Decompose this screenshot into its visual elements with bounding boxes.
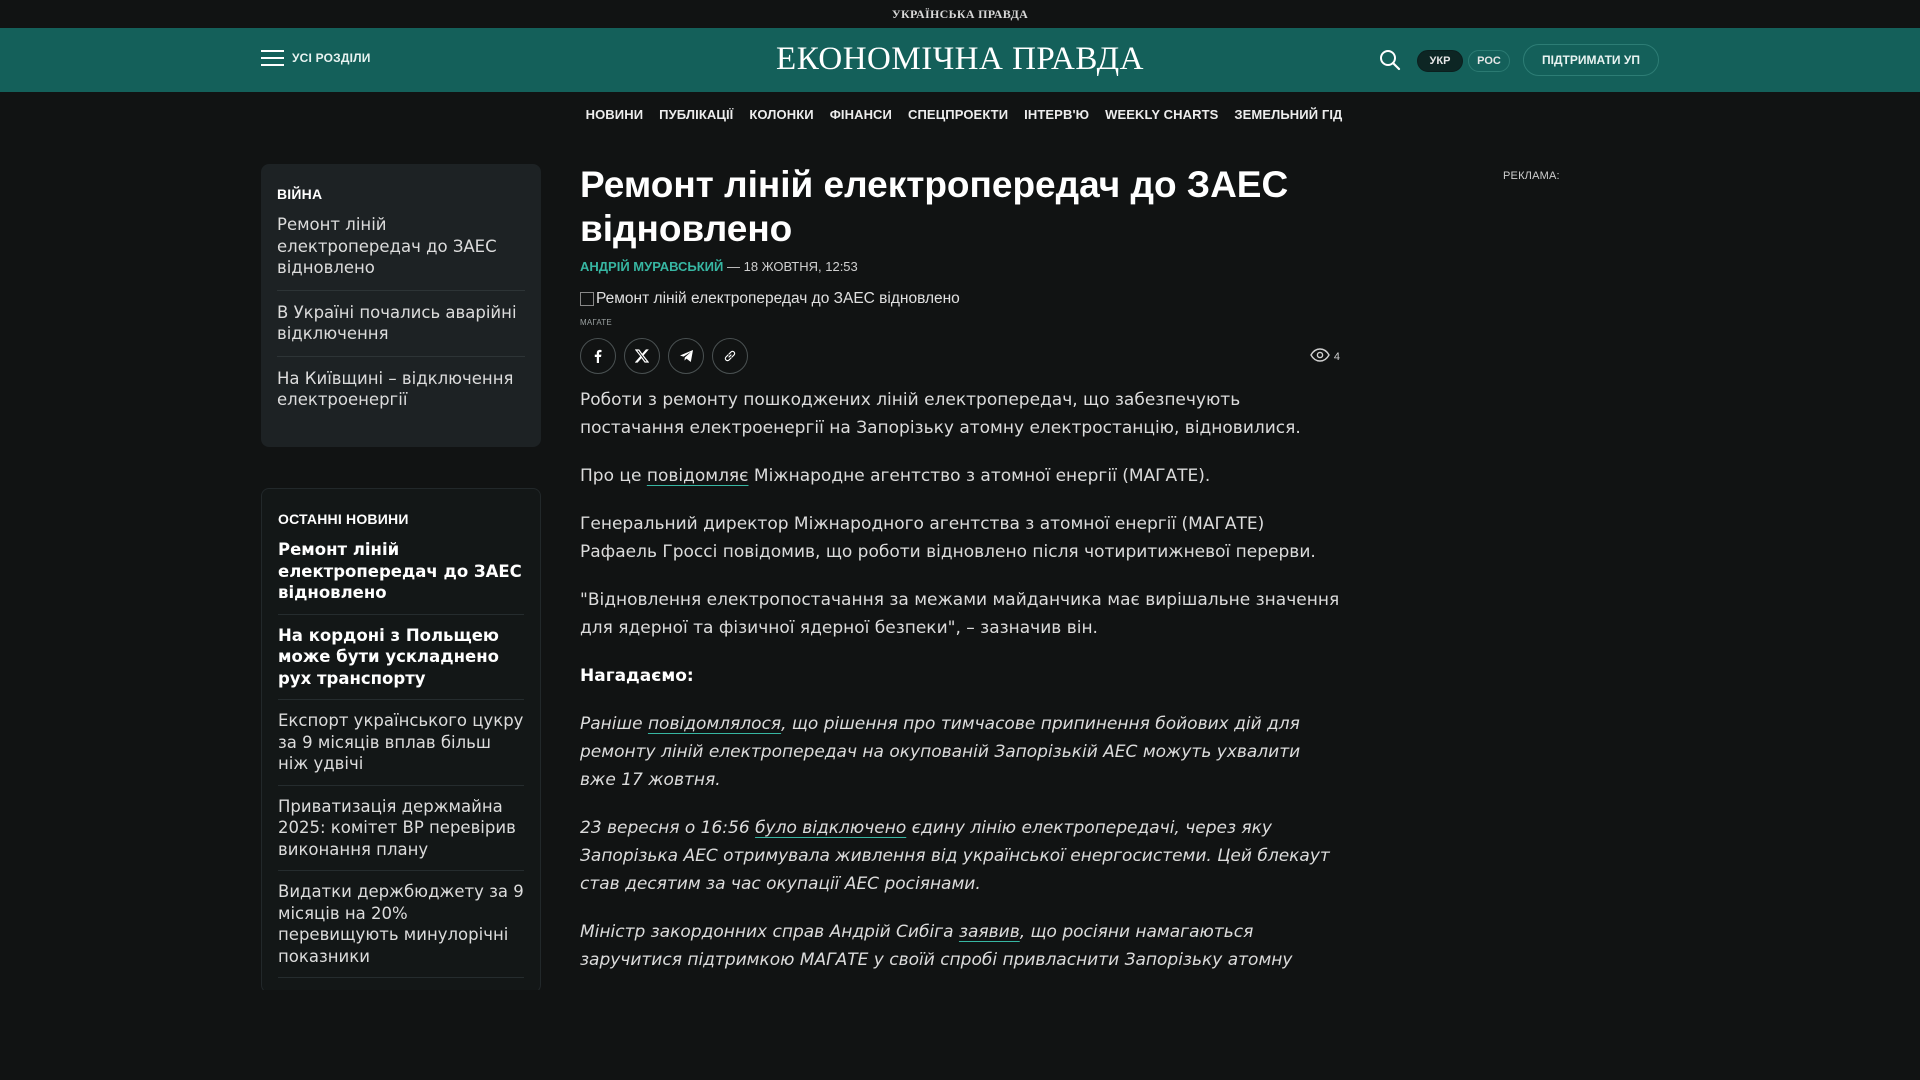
related-link[interactable]: було відключено <box>755 818 907 838</box>
list-item[interactable]: На Київщині – відключення електроенергії <box>277 368 514 409</box>
main-nav <box>0 92 1920 136</box>
site-logo[interactable]: ЕКОНОМІЧНА ПРАВДА <box>776 41 1144 77</box>
reminder-heading: Нагадаємо: <box>580 666 694 686</box>
list-item[interactable]: Приватизація держмайна 2025: комітет ВР перевірив виконання плану <box>278 796 524 872</box>
war-section-title[interactable]: ВІЙНА <box>277 186 323 202</box>
paragraph: Генеральний директор Міжнародного агентства з атомної енергії (МАГАТЕ) Рафаель Гроссі повідомив, що роботи відновлено після чотиритижневої перерви. <box>580 514 1316 562</box>
image-alt-text: Ремонт ліній електропередач до ЗАЕС відновлено <box>596 290 960 307</box>
site-header <box>0 28 1920 92</box>
nav-weekly-charts[interactable]: WEEKLY CHARTS <box>1105 106 1219 122</box>
image-caption: МАГАТЕ <box>580 318 612 327</box>
facebook-share-icon[interactable] <box>580 338 616 374</box>
article <box>580 163 1340 994</box>
nav-land-guide[interactable]: ЗЕМЕЛЬНИЙ ГІД <box>1234 106 1343 122</box>
lang-ukr-toggle[interactable]: УКР <box>1417 50 1463 72</box>
lang-ros-toggle[interactable]: РОС <box>1468 50 1510 72</box>
view-counter <box>1310 348 1340 365</box>
telegram-share-icon[interactable] <box>668 338 704 374</box>
paragraph: Про це повідомляє Міжнародне агентство з атомної енергії (МАГАТЕ). <box>580 466 1211 486</box>
list-item[interactable]: Видатки держбюджету за 9 місяців на 20% перевищують минулорічні показники <box>278 881 524 978</box>
nav-special-projects[interactable]: СПЕЦПРОЕКТИ <box>908 106 1009 122</box>
nav-news[interactable]: НОВИНИ <box>585 106 644 122</box>
paragraph: Роботи з ремонту пошкоджених ліній електропередач, що забезпечують постачання електроенергії на Запорізьку атомну електростанцію, відновилися. <box>580 390 1301 438</box>
list-item[interactable]: На кордоні з Польщею може бути ускладнено рух транспорту <box>278 625 524 701</box>
article-title: Ремонт ліній електропередач до ЗАЕС відновлено <box>580 164 1289 249</box>
nav-columns[interactable]: КОЛОНКИ <box>749 106 814 122</box>
war-section-box <box>261 164 541 447</box>
paragraph: 23 вересня о 16:56 було відключено єдину лінію електропередачі, через яку Запорізька АЕС отримувала живлення від української енергосистеми. Цей блекаут став десятим за час окупації АЕС росіянами. <box>580 818 1330 894</box>
list-item[interactable]: Ремонт ліній електропередач до ЗАЕС відновлено <box>278 539 524 615</box>
author-link[interactable]: АНДРІЙ МУРАВСЬКИЙ <box>580 259 724 274</box>
date-separator: — <box>723 259 744 274</box>
top-brand-bar <box>0 0 1920 28</box>
up-brand-link[interactable]: УКРАЇНСЬКА ПРАВДА <box>891 6 1029 21</box>
nav-interview[interactable]: ІНТЕРВ'Ю <box>1024 106 1090 122</box>
latest-news-box <box>261 488 541 993</box>
article-image <box>580 290 1340 308</box>
byline <box>580 259 1340 274</box>
latest-news-title: ОСТАННІ НОВИНИ <box>278 511 409 527</box>
nav-publications[interactable]: ПУБЛІКАЦІЇ <box>659 106 734 122</box>
ad-label: РЕКЛАМА: <box>1503 170 1560 182</box>
search-icon[interactable] <box>1379 49 1401 76</box>
source-link[interactable]: повідомляє <box>646 466 749 486</box>
broken-image-icon <box>580 292 594 306</box>
paragraph: "Відновлення електропостачання за межами майданчика має вирішальне значення для ядерної та фізичної ядерної безпеки", – зазначив він. <box>580 590 1340 638</box>
paragraph: Міністр закордонних справ Андрій Сибіга заявив, що росіяни намагаються заручитися підтримкою МАГАТЕ у своїй спробі привласнити Запорізьку атомну <box>580 922 1293 970</box>
menu-label: УСІ РОЗДІЛИ <box>292 51 371 65</box>
eye-icon <box>1310 348 1330 365</box>
related-link[interactable]: повідомлялося <box>647 714 782 734</box>
publish-date: 18 ЖОВТНЯ, 12:53 <box>743 259 858 274</box>
nav-finance[interactable]: ФІНАНСИ <box>829 106 892 122</box>
list-item[interactable]: Ремонт ліній електропередач до ЗАЕС відновлено <box>277 214 525 291</box>
share-bar <box>580 338 1340 374</box>
article-body <box>580 386 1340 974</box>
list-item[interactable]: В Україні почались аварійні відключення <box>277 302 525 357</box>
page-bottom-cover <box>0 990 1920 1080</box>
copy-link-icon[interactable] <box>712 338 748 374</box>
paragraph: Раніше повідомлялося, що рішення про тимчасове припинення бойових дій для ремонту ліній електропередач на окупованій Запорізькій АЕС можуть ухвалити вже 17 жовтня. <box>580 714 1301 790</box>
x-share-icon[interactable] <box>624 338 660 374</box>
list-item[interactable]: Експорт українського цукру за 9 місяців вплав більш ніж удвічі <box>278 710 524 786</box>
view-count: 4 <box>1333 350 1340 363</box>
support-button[interactable]: ПІДТРИМАТИ УП <box>1523 44 1659 76</box>
related-link[interactable]: заявив <box>958 922 1020 942</box>
